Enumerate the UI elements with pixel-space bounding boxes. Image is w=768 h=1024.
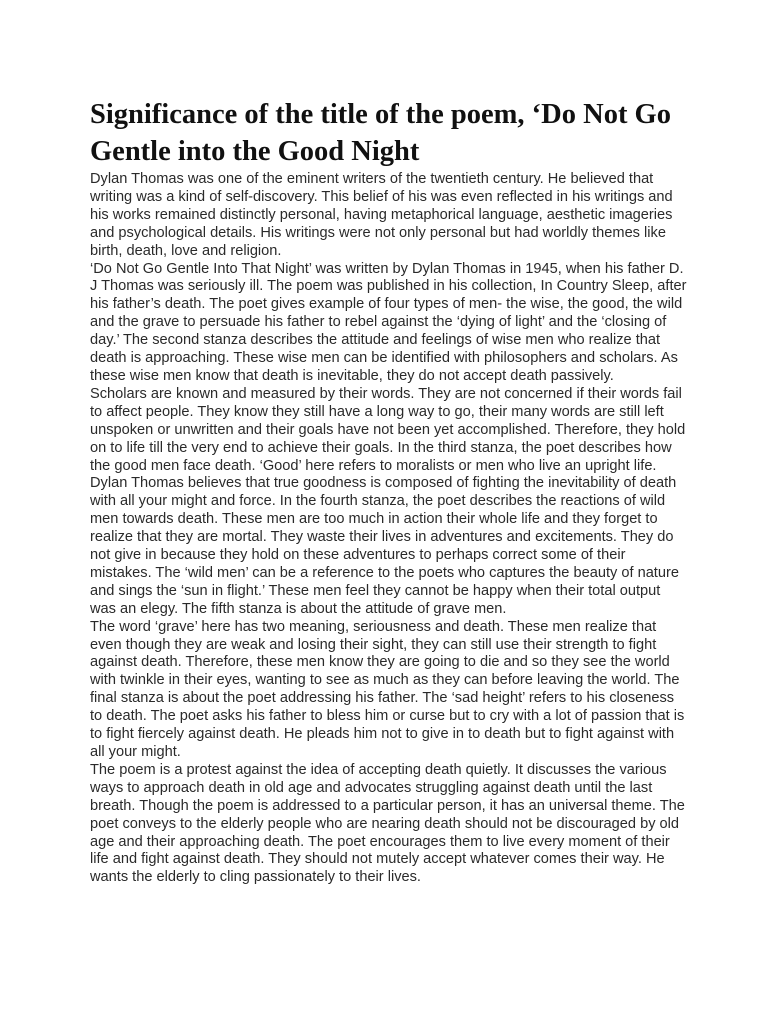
paragraph-intro: Dylan Thomas was one of the eminent writers of the twentieth century. He believed that writing was a kind of self-discovery. This belief of his was even reflected in his writings and his works remained distinctly personal, having metaphorical language, aesthetic imageries and psychological details. His writings were not only personal but had worldly themes like birth, death, love and religion.: [90, 171, 673, 259]
document-title: Significance of the title of the poem, ‘Do Not Go Gentle into the Good Night: [90, 99, 671, 167]
document-page: [90, 96, 690, 887]
paragraph-background: ‘Do Not Go Gentle Into That Night’ was written by Dylan Thomas in 1945, when his father D. J Thomas was seriously ill. The poem was published in his collection, In Country Sleep, after his father’s death. The poet gives example of four types of men- the wise, the good, the wild and the grave to persuade his father to rebel against the ‘dying of light’ and the ‘closing of day.’ The second stanza describes the attitude and feelings of wise men who realize that death is approaching. These wise men can be identified with philosophers and scholars. As these wise men know that death is inevitable, they do not accept death passively.: [90, 260, 687, 384]
paragraph-stanzas-three-to-five: Scholars are known and measured by their words. They are not concerned if their words fail to affect people. They know they still have a long way to go, their many words are still left unspoken or unwritten and their goals have not been yet accomplished. Therefore, they hold on to life till the very end to achieve their goals. In the third stanza, the poet describes how the good men face death. ‘Good’ here refers to moralists or men who live an upright life. Dylan Thomas believes that true goodness is composed of fighting the inevitability of death with all your might and force. In the fourth stanza, the poet describes the reactions of wild men towards death. These men are too much in action their whole life and they forget to realize that they are mortal. They waste their lives in adventures and excitements. They do not give in because they hold on these adventures to perhaps correct some of their mistakes. The ‘wild men’ can be a reference to the poets who captures the beauty of nature and sings the ‘sun in flight.’ These men feel they cannot be happy when their total output was an elegy. The fifth stanza is about the attitude of grave men.: [90, 385, 686, 617]
paragraph-grave-men: The word ‘grave’ here has two meaning, seriousness and death. These men realize that even though they are weak and losing their sight, they can still use their strength to fight against death. Therefore, these men know they are going to die and so they see the world with twinkle in their eyes, wanting to see as much as they can before leaving the world. The final stanza is about the poet addressing his father. The ‘sad height’ refers to his closeness to death. The poet asks his father to bless him or curse but to cry with a lot of passion that is to fight fiercely against death. He pleads him not to give in to death but to fight against with all your might.: [90, 618, 685, 760]
paragraph-conclusion: The poem is a protest against the idea of accepting death quietly. It discusses the various ways to approach death in old age and advocates struggling against death until the last breath. Though the poem is addressed to a particular person, it has an universal theme. The poet conveys to the elderly people who are nearing death should not be discouraged by old age and their approaching death. The poet encourages them to live every moment of their life and fight against death. They should not mutely accept whatever comes their way. He wants the elderly to cling passionately to their lives.: [90, 761, 685, 886]
